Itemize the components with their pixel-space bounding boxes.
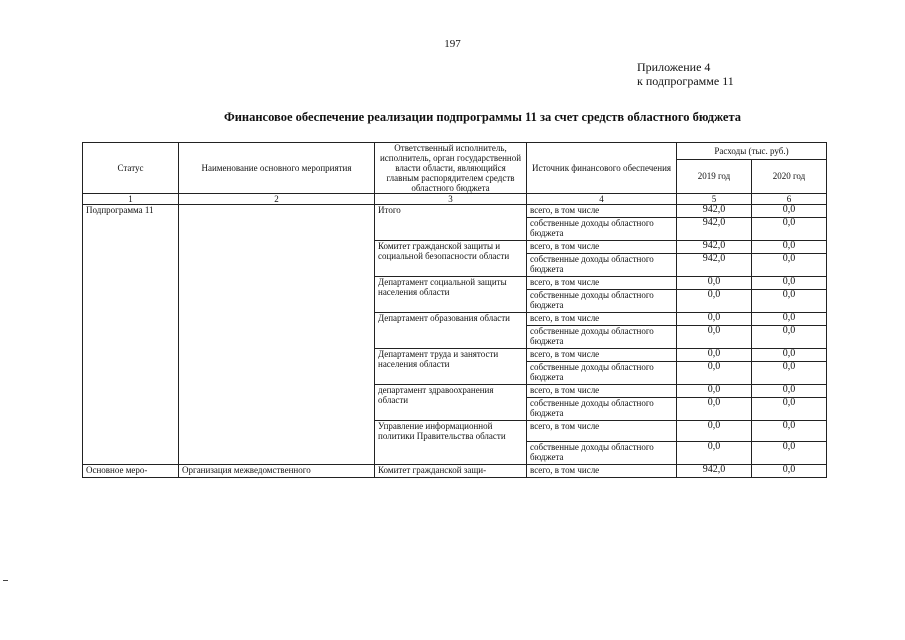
source-total-cell: всего, в том числе — [527, 313, 677, 326]
executor-cell: Департамент образования области — [375, 313, 527, 349]
value-2019: 0,0 — [677, 290, 752, 313]
value-2020: 0,0 — [752, 465, 827, 478]
activity-cell — [179, 205, 375, 465]
budget-table — [82, 142, 827, 478]
value-2019: 942,0 — [677, 254, 752, 277]
value-2019: 0,0 — [677, 398, 752, 421]
value-2020: 0,0 — [752, 362, 827, 385]
column-number: 3 — [375, 194, 527, 205]
value-2019: 942,0 — [677, 205, 752, 218]
value-2019: 942,0 — [677, 241, 752, 254]
value-2020: 0,0 — [752, 442, 827, 465]
column-number: 4 — [527, 194, 677, 205]
header-source: Источник финансового обеспечения — [527, 143, 677, 194]
appendix-line-1: Приложение 4 — [637, 60, 711, 74]
source-total-cell: всего, в том числе — [527, 421, 677, 442]
source-own-cell: собственные доходы областного бюджета — [527, 290, 677, 313]
value-2019: 0,0 — [677, 326, 752, 349]
value-2019: 0,0 — [677, 277, 752, 290]
source-total-cell: всего, в том числе — [527, 349, 677, 362]
value-2019: 942,0 — [677, 218, 752, 241]
value-2020: 0,0 — [752, 313, 827, 326]
status-cell: Основное меро- — [83, 465, 179, 478]
value-2019: 0,0 — [677, 442, 752, 465]
source-own-cell: собственные доходы областного бюджета — [527, 362, 677, 385]
value-2020: 0,0 — [752, 421, 827, 442]
column-number: 6 — [752, 194, 827, 205]
source-own-cell: собственные доходы областного бюджета — [527, 326, 677, 349]
column-number-row — [83, 194, 827, 205]
executor-cell: Итого — [375, 205, 527, 241]
value-2019: 0,0 — [677, 313, 752, 326]
value-2020: 0,0 — [752, 349, 827, 362]
source-total-cell: всего, в том числе — [527, 241, 677, 254]
value-2020: 0,0 — [752, 205, 827, 218]
source-total-cell: всего, в том числе — [527, 385, 677, 398]
value-2020: 0,0 — [752, 398, 827, 421]
header-year-2020: 2020 год — [752, 159, 827, 193]
value-2020: 0,0 — [752, 218, 827, 241]
header-expenses: Расходы (тыс. руб.) — [677, 143, 827, 160]
value-2019: 0,0 — [677, 385, 752, 398]
value-2020: 0,0 — [752, 326, 827, 349]
column-number: 5 — [677, 194, 752, 205]
value-2020: 0,0 — [752, 241, 827, 254]
table-row — [83, 465, 827, 478]
executor-cell: Управление информационной политики Правительства области — [375, 421, 527, 465]
source-own-cell: собственные доходы областного бюджета — [527, 442, 677, 465]
page-number: 197 — [444, 38, 461, 50]
executor-cell: Департамент труда и занятости населения области — [375, 349, 527, 385]
executor-cell: Комитет гражданской защи- — [375, 465, 527, 478]
value-2019: 0,0 — [677, 349, 752, 362]
column-number: 1 — [83, 194, 179, 205]
table-row — [83, 205, 827, 218]
source-own-cell: собственные доходы областного бюджета — [527, 218, 677, 241]
header-activity: Наименование основного мероприятия — [179, 143, 375, 194]
value-2020: 0,0 — [752, 254, 827, 277]
status-cell: Подпрограмма 11 — [83, 205, 179, 465]
activity-cell: Организация межведомственного — [179, 465, 375, 478]
source-total-cell: всего, в том числе — [527, 465, 677, 478]
column-number: 2 — [179, 194, 375, 205]
executor-cell: Комитет гражданской защиты и социальной безопасности области — [375, 241, 527, 277]
appendix-line-2: к подпрограмме 11 — [637, 74, 734, 88]
source-total-cell: всего, в том числе — [527, 205, 677, 218]
value-2020: 0,0 — [752, 385, 827, 398]
executor-cell: департамент здравоохранения области — [375, 385, 527, 421]
source-own-cell: собственные доходы областного бюджета — [527, 398, 677, 421]
value-2019: 0,0 — [677, 362, 752, 385]
header-executor: Ответственный исполнитель, исполнитель, орган государственной власти области, являющийся главным распорядителем средств областного бюджета — [375, 143, 527, 194]
value-2019: 0,0 — [677, 421, 752, 442]
margin-mark — [3, 580, 8, 581]
header-status: Статус — [83, 143, 179, 194]
value-2020: 0,0 — [752, 290, 827, 313]
value-2020: 0,0 — [752, 277, 827, 290]
document-title: Финансовое обеспечение реализации подпрограммы 11 за счет средств областного бюджета — [223, 110, 742, 124]
source-own-cell: собственные доходы областного бюджета — [527, 254, 677, 277]
value-2019: 942,0 — [677, 465, 752, 478]
header-year-2019: 2019 год — [677, 159, 752, 193]
source-total-cell: всего, в том числе — [527, 277, 677, 290]
appendix-note — [637, 60, 734, 88]
executor-cell: Департамент социальной защиты населения области — [375, 277, 527, 313]
